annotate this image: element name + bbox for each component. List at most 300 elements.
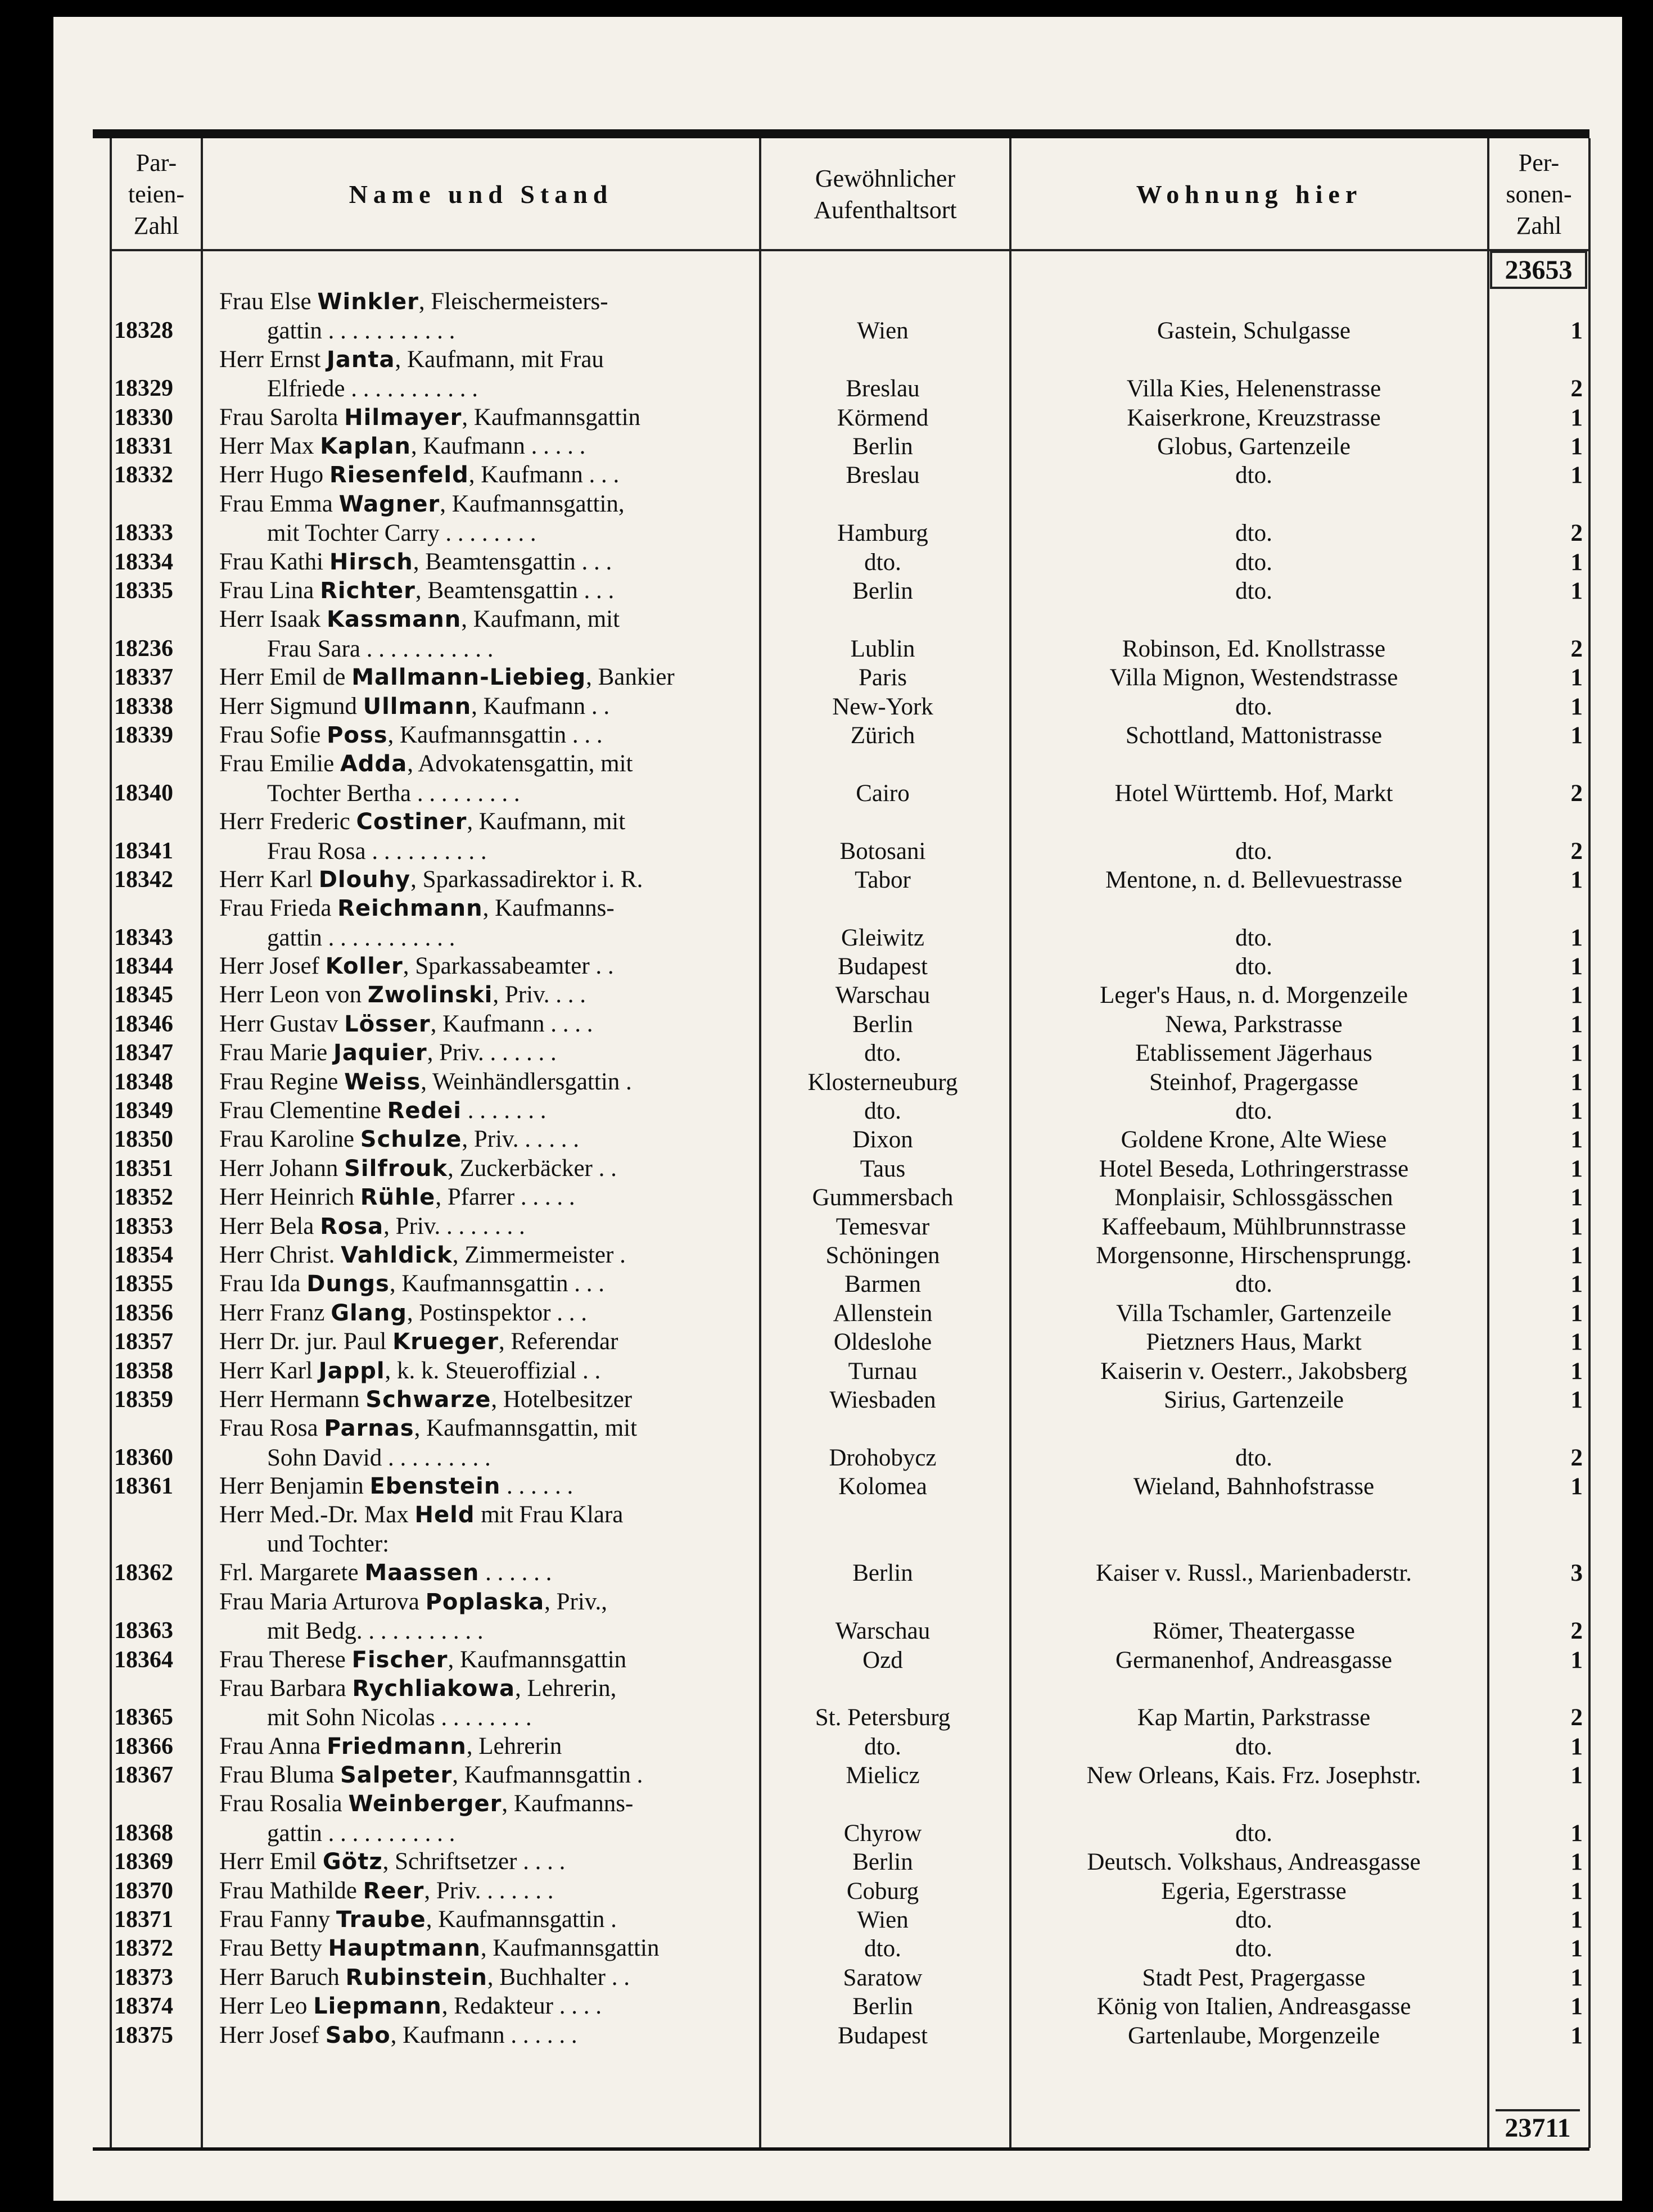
table-row bbox=[110, 1386, 1588, 1414]
surname: Götz bbox=[322, 1849, 383, 1875]
person-count: 2 bbox=[1570, 520, 1583, 547]
person-count: 1 bbox=[1570, 1733, 1583, 1760]
person-count: 1 bbox=[1570, 866, 1583, 893]
name-and-status bbox=[219, 1847, 849, 1876]
surname: Vahldick bbox=[341, 1242, 453, 1268]
surname: Maassen bbox=[364, 1560, 480, 1586]
name-and-status bbox=[219, 1472, 849, 1501]
origin-city: Klosterneuburg bbox=[807, 1069, 958, 1096]
residence: dto. bbox=[1235, 924, 1272, 951]
residence: dto. bbox=[1235, 549, 1272, 576]
table-row bbox=[110, 894, 1588, 952]
name-prefix: Herr Sigmund bbox=[219, 693, 363, 720]
surname: Koller bbox=[325, 953, 403, 980]
person-count: 1 bbox=[1570, 1155, 1583, 1182]
name-line bbox=[219, 1067, 849, 1097]
origin-city: Berlin bbox=[852, 1560, 913, 1587]
party-number: 18334 bbox=[114, 549, 173, 575]
name-line bbox=[219, 692, 849, 721]
origin-city: Hamburg bbox=[837, 520, 928, 547]
origin-city: Budapest bbox=[837, 953, 928, 980]
origin-city: Körmend bbox=[837, 404, 929, 431]
residence: Kaffeebaum, Mühlbrunnstrasse bbox=[1101, 1213, 1406, 1240]
header-persons: Per- sonen- Zahl bbox=[1506, 149, 1572, 239]
residence: dto. bbox=[1235, 1271, 1272, 1298]
name-and-status bbox=[219, 1356, 849, 1386]
column-divider bbox=[1588, 138, 1591, 2148]
name-and-status bbox=[219, 980, 849, 1010]
name-prefix: Herr Gustav bbox=[219, 1010, 345, 1037]
origin-city: Saratow bbox=[843, 1964, 923, 1991]
origin-city: Barmen bbox=[844, 1271, 922, 1298]
person-count: 1 bbox=[1570, 2022, 1583, 2049]
name-suffix: , Kaufmann, mit Frau bbox=[395, 346, 604, 373]
name-prefix: Frau Lina bbox=[219, 577, 320, 604]
residence: Robinson, Ed. Knollstrasse bbox=[1122, 635, 1386, 662]
party-number: 18358 bbox=[114, 1358, 173, 1384]
name-line bbox=[219, 721, 849, 750]
name-and-status bbox=[219, 1761, 849, 1790]
surname: Rubinstein bbox=[345, 1964, 487, 1991]
party-number: 18341 bbox=[114, 838, 173, 864]
person-count: 1 bbox=[1570, 924, 1583, 951]
table-row bbox=[110, 1906, 1588, 1934]
name-and-status bbox=[219, 865, 849, 894]
table-row bbox=[110, 1125, 1588, 1154]
name-continuation: gattin . . . . . . . . . . . bbox=[267, 318, 455, 345]
table-row bbox=[110, 1877, 1588, 1906]
name-and-status bbox=[219, 1241, 849, 1270]
party-number: 18361 bbox=[114, 1473, 173, 1500]
person-count: 1 bbox=[1570, 982, 1583, 1009]
name-suffix: , Beamtensgattin . . . bbox=[413, 548, 612, 575]
origin-city: Mielicz bbox=[846, 1762, 920, 1789]
table-row bbox=[110, 981, 1588, 1010]
person-count: 1 bbox=[1570, 1242, 1583, 1269]
person-count: 3 bbox=[1570, 1560, 1583, 1587]
name-suffix: , Zimmermeister . bbox=[452, 1241, 626, 1268]
name-suffix: , Kaufmanns- bbox=[482, 895, 615, 922]
origin-city: dto. bbox=[864, 1733, 901, 1760]
name-suffix: , Fleischermeisters- bbox=[418, 288, 608, 315]
origin-city: Kolomea bbox=[838, 1473, 927, 1500]
residence: Gastein, Schulgasse bbox=[1157, 318, 1351, 345]
person-count: 1 bbox=[1570, 1386, 1583, 1413]
surname: Lösser bbox=[344, 1011, 431, 1037]
name-prefix: Herr Franz bbox=[219, 1299, 331, 1326]
residence: Villa Kies, Helenenstrasse bbox=[1126, 376, 1381, 402]
surname: Schwarze bbox=[365, 1386, 491, 1413]
name-prefix: Herr Heinrich bbox=[219, 1184, 360, 1211]
person-count: 1 bbox=[1570, 1646, 1583, 1673]
name-prefix: Frau Sofie bbox=[219, 721, 327, 748]
table-row bbox=[110, 432, 1588, 461]
origin-city: Berlin bbox=[852, 1849, 913, 1876]
name-suffix: , Kaufmannsgattin . . . bbox=[389, 1270, 604, 1297]
surname: Zwolinski bbox=[367, 982, 493, 1008]
party-number: 18362 bbox=[114, 1560, 173, 1586]
party-number: 18360 bbox=[114, 1444, 173, 1471]
person-count: 2 bbox=[1570, 1704, 1583, 1731]
party-number: 18236 bbox=[114, 635, 173, 662]
name-and-status bbox=[219, 1732, 849, 1761]
name-and-status bbox=[219, 1414, 849, 1472]
person-count: 2 bbox=[1570, 838, 1583, 865]
name-suffix: , Postinspektor . . . bbox=[407, 1299, 587, 1326]
person-count: 2 bbox=[1570, 635, 1583, 662]
table-row bbox=[110, 1357, 1588, 1386]
person-count: 1 bbox=[1570, 1271, 1583, 1298]
header-origin: Gewöhnlicher Aufenthaltsort bbox=[814, 165, 957, 224]
name-line bbox=[219, 1472, 849, 1501]
origin-city: Coburg bbox=[846, 1878, 919, 1905]
party-number: 18369 bbox=[114, 1849, 173, 1875]
person-count: 1 bbox=[1570, 1907, 1583, 1934]
name-suffix: , Sparkassadirektor i. R. bbox=[410, 866, 643, 893]
person-count: 1 bbox=[1570, 1473, 1583, 1500]
party-number: 18352 bbox=[114, 1184, 173, 1211]
name-suffix: , Redakteur . . . . bbox=[441, 1993, 602, 2020]
origin-city: Turnau bbox=[848, 1358, 918, 1385]
table-row bbox=[110, 1732, 1588, 1761]
name-prefix: Frl. Margarete bbox=[219, 1559, 365, 1586]
name-prefix: Frau Clementine bbox=[219, 1097, 387, 1124]
name-suffix: , Kaufmannsgattin, mit bbox=[414, 1415, 638, 1442]
name-and-status bbox=[219, 403, 849, 432]
name-prefix: Frau Rosa bbox=[219, 1415, 324, 1442]
party-number: 18368 bbox=[114, 1820, 173, 1846]
name-line bbox=[219, 807, 849, 836]
party-number: 18367 bbox=[114, 1762, 173, 1789]
origin-city: Budapest bbox=[837, 2022, 928, 2049]
name-line bbox=[219, 548, 849, 577]
residence: Kaiser v. Russl., Marienbaderstr. bbox=[1095, 1560, 1412, 1587]
residence: Pietzners Haus, Markt bbox=[1146, 1329, 1362, 1356]
person-count: 1 bbox=[1570, 1878, 1583, 1905]
name-and-status bbox=[219, 663, 849, 692]
name-line bbox=[219, 1385, 849, 1414]
person-count: 1 bbox=[1570, 1098, 1583, 1125]
party-number: 18355 bbox=[114, 1271, 173, 1297]
person-count: 2 bbox=[1570, 780, 1583, 807]
person-count: 1 bbox=[1570, 1820, 1583, 1847]
name-prefix: Herr Josef bbox=[219, 953, 326, 980]
name-and-status bbox=[219, 2021, 849, 2050]
name-prefix: Herr Isaak bbox=[219, 606, 327, 633]
residence: Römer, Theatergasse bbox=[1153, 1618, 1355, 1645]
name-line bbox=[219, 490, 849, 519]
surname: Dlouhy bbox=[318, 866, 411, 893]
party-number: 18351 bbox=[114, 1155, 173, 1182]
origin-city: Breslau bbox=[846, 462, 920, 489]
surname: Ullmann bbox=[363, 693, 472, 720]
party-number: 18339 bbox=[114, 722, 173, 748]
name-suffix: , Kaufmann, mit bbox=[461, 606, 620, 633]
residence: dto. bbox=[1235, 520, 1272, 547]
name-continuation: mit Sohn Nicolas . . . . . . . . bbox=[267, 1704, 532, 1731]
name-suffix: , Kaufmannsgattin . bbox=[452, 1762, 643, 1789]
surname: Held bbox=[414, 1501, 475, 1528]
origin-city: dto. bbox=[864, 1098, 901, 1125]
residence: dto. bbox=[1235, 838, 1272, 865]
name-prefix: Herr Christ. bbox=[219, 1241, 341, 1268]
name-suffix: , Schriftsetzer . . . . bbox=[382, 1848, 566, 1875]
name-line bbox=[219, 1327, 849, 1356]
party-number: 18344 bbox=[114, 953, 173, 980]
name-line bbox=[219, 432, 849, 461]
name-suffix: , Lehrerin bbox=[466, 1732, 562, 1759]
surname: Glang bbox=[331, 1300, 407, 1326]
residence: dto. bbox=[1235, 462, 1272, 489]
party-number: 18338 bbox=[114, 693, 173, 720]
origin-city: Dixon bbox=[852, 1127, 913, 1154]
name-line bbox=[219, 2021, 849, 2050]
bottom-rule bbox=[93, 2147, 1589, 2151]
name-line bbox=[219, 1587, 849, 1617]
name-line bbox=[219, 1732, 849, 1761]
name-suffix: , Buchhalter . . bbox=[487, 1964, 630, 1991]
party-number: 18329 bbox=[114, 376, 173, 402]
name-prefix: Herr Benjamin bbox=[219, 1473, 370, 1500]
name-and-status bbox=[219, 1096, 849, 1125]
party-number: 18353 bbox=[114, 1213, 173, 1240]
person-count: 1 bbox=[1570, 1993, 1583, 2020]
surname: Kassmann bbox=[327, 607, 462, 633]
name-prefix: Frau Emma bbox=[219, 490, 339, 517]
header-rule bbox=[110, 249, 1588, 251]
surname: Hilmayer bbox=[344, 404, 462, 431]
origin-city: Oldeslohe bbox=[833, 1329, 932, 1356]
name-prefix: Frau Rosalia bbox=[219, 1790, 349, 1817]
origin-city: Berlin bbox=[852, 433, 913, 460]
name-prefix: Frau Else bbox=[219, 288, 318, 315]
name-suffix: , Kaufmannsgattin bbox=[480, 1935, 660, 1962]
residence: dto. bbox=[1235, 577, 1272, 604]
table-row bbox=[110, 1964, 1588, 1992]
name-prefix: Frau Marie bbox=[219, 1039, 333, 1066]
surname: Adda bbox=[340, 751, 408, 777]
residence: Egeria, Egerstrasse bbox=[1161, 1878, 1347, 1905]
residence: Kaiserkrone, Kreuzstrasse bbox=[1127, 404, 1381, 431]
name-suffix: , Kaufmannsgattin . bbox=[426, 1906, 617, 1933]
name-and-status bbox=[219, 1154, 849, 1183]
name-and-status bbox=[219, 1789, 849, 1848]
surname: Redei bbox=[387, 1098, 462, 1124]
name-line bbox=[219, 1241, 849, 1270]
surname: Poplaska bbox=[425, 1589, 545, 1615]
name-and-status bbox=[219, 894, 849, 952]
name-suffix: , Weinhändlersgattin . bbox=[421, 1068, 632, 1095]
residence: König von Italien, Andreasgasse bbox=[1096, 1993, 1411, 2020]
name-suffix: , Beamtensgattin . . . bbox=[415, 577, 615, 604]
name-continuation: Elfriede . . . . . . . . . . . bbox=[267, 376, 478, 402]
name-continuation: gattin . . . . . . . . . . . bbox=[267, 924, 455, 951]
name-continuation: und Tochter: bbox=[267, 1530, 390, 1557]
party-number: 18346 bbox=[114, 1011, 173, 1037]
table-row bbox=[110, 1183, 1588, 1212]
residence: dto. bbox=[1235, 1935, 1272, 1962]
name-and-status bbox=[219, 807, 849, 866]
residence: Hotel Beseda, Lothringerstrasse bbox=[1099, 1155, 1409, 1182]
name-prefix: Herr Johann bbox=[219, 1155, 345, 1182]
party-number: 18331 bbox=[114, 433, 173, 459]
person-count: 1 bbox=[1570, 1011, 1583, 1038]
person-count: 1 bbox=[1570, 549, 1583, 576]
party-number: 18333 bbox=[114, 520, 173, 546]
origin-city: Chyrow bbox=[843, 1820, 922, 1847]
party-number: 18373 bbox=[114, 1964, 173, 1991]
name-suffix: , Kaufmanns- bbox=[502, 1790, 634, 1817]
name-line bbox=[219, 1847, 849, 1876]
residence: dto. bbox=[1235, 1733, 1272, 1760]
name-suffix: , k. k. Steueroffizial . . bbox=[385, 1357, 601, 1384]
name-suffix: , Priv., bbox=[544, 1588, 608, 1615]
surname: Ebenstein bbox=[369, 1473, 501, 1500]
party-number: 18343 bbox=[114, 924, 173, 951]
table-row bbox=[110, 490, 1588, 548]
name-and-status bbox=[219, 1876, 849, 1906]
name-continuation: Frau Sara . . . . . . . . . . . bbox=[267, 635, 494, 662]
top-rule bbox=[93, 129, 1589, 138]
residence: Villa Tschamler, Gartenzeile bbox=[1116, 1300, 1392, 1327]
residence: Morgensonne, Hirschensprungg. bbox=[1096, 1242, 1412, 1269]
name-suffix: , Priv. . . . . . . . bbox=[383, 1213, 525, 1240]
name-line bbox=[219, 1761, 849, 1790]
name-suffix: , Priv. . . . bbox=[493, 981, 586, 1008]
header-residence: Wohnung hier bbox=[1136, 180, 1363, 209]
residence: Steinhof, Pragergasse bbox=[1149, 1069, 1358, 1096]
table-row bbox=[110, 1213, 1588, 1241]
carried-over-total: 23653 bbox=[1490, 251, 1587, 289]
surname: Poss bbox=[327, 722, 388, 748]
name-suffix: , Kaufmann . . . . . bbox=[410, 432, 586, 459]
name-and-status bbox=[219, 490, 849, 548]
name-line bbox=[219, 1010, 849, 1039]
origin-city: Berlin bbox=[852, 1993, 913, 2020]
surname: Riesenfeld bbox=[329, 462, 469, 488]
name-prefix: Herr Frederic bbox=[219, 808, 356, 835]
origin-city: St. Petersburg bbox=[815, 1704, 951, 1731]
table-row bbox=[110, 1675, 1588, 1732]
party-number: 18357 bbox=[114, 1329, 173, 1355]
name-suffix: , Kaufmann . . . bbox=[468, 462, 620, 488]
name-and-status bbox=[219, 1992, 849, 2021]
name-line bbox=[219, 952, 849, 981]
name-suffix: . . . . . . bbox=[479, 1559, 552, 1586]
surname: Winkler bbox=[317, 288, 419, 315]
party-number: 18371 bbox=[114, 1907, 173, 1933]
origin-city: dto. bbox=[864, 1935, 901, 1962]
name-continuation: mit Tochter Carry . . . . . . . . bbox=[267, 520, 536, 547]
person-count: 2 bbox=[1570, 376, 1583, 402]
surname: Parnas bbox=[324, 1415, 414, 1442]
name-and-status bbox=[219, 605, 849, 663]
residence: dto. bbox=[1235, 693, 1272, 720]
table-row bbox=[110, 1414, 1588, 1472]
origin-city: Gummersbach bbox=[812, 1184, 954, 1211]
sum-total: 23711 bbox=[1496, 2109, 1580, 2144]
name-and-status bbox=[219, 1125, 849, 1154]
person-count: 1 bbox=[1570, 664, 1583, 691]
surname: Liepmann bbox=[313, 1993, 442, 2020]
residence: Wieland, Bahnhofstrasse bbox=[1133, 1473, 1375, 1500]
name-line bbox=[219, 605, 849, 634]
party-number: 18370 bbox=[114, 1878, 173, 1904]
name-line bbox=[219, 1125, 849, 1154]
origin-city: Botosani bbox=[839, 838, 926, 865]
party-number: 18349 bbox=[114, 1098, 173, 1124]
name-prefix: Frau Therese bbox=[219, 1646, 352, 1673]
party-number: 18365 bbox=[114, 1704, 173, 1731]
table-row bbox=[110, 808, 1588, 866]
surname: Krueger bbox=[392, 1329, 499, 1355]
table-row bbox=[110, 1328, 1588, 1356]
name-and-status bbox=[219, 287, 849, 346]
name-suffix: , Priv. . . . . . . bbox=[424, 1877, 554, 1904]
person-count: 2 bbox=[1570, 1444, 1583, 1471]
header-name: Name und Stand bbox=[349, 180, 613, 209]
party-number: 18364 bbox=[114, 1646, 173, 1673]
party-number: 18366 bbox=[114, 1733, 173, 1759]
origin-city: Paris bbox=[859, 664, 907, 691]
name-prefix: Herr Hugo bbox=[219, 462, 329, 488]
origin-city: Lublin bbox=[850, 635, 915, 662]
surname: Rosa bbox=[320, 1213, 384, 1240]
surname: Hirsch bbox=[329, 549, 413, 575]
name-prefix: Frau Regine bbox=[219, 1068, 345, 1095]
table-row bbox=[110, 288, 1588, 346]
name-prefix: Frau Sarolta bbox=[219, 404, 345, 431]
surname: Traube bbox=[336, 1907, 426, 1933]
name-line bbox=[219, 1212, 849, 1241]
residence: dto. bbox=[1235, 1907, 1272, 1934]
name-and-status bbox=[219, 1212, 849, 1241]
name-and-status bbox=[219, 548, 849, 577]
name-and-status bbox=[219, 952, 849, 981]
person-count: 1 bbox=[1570, 1300, 1583, 1327]
name-and-status bbox=[219, 692, 849, 721]
name-suffix: , Bankier bbox=[586, 664, 675, 691]
residence: Kaiserin v. Oesterr., Jakobsberg bbox=[1100, 1358, 1407, 1385]
surname: Rühle bbox=[360, 1184, 436, 1211]
party-number: 18332 bbox=[114, 462, 173, 488]
name-prefix: Frau Kathi bbox=[219, 548, 329, 575]
name-prefix: Herr Med.-Dr. Max bbox=[219, 1501, 415, 1528]
party-number: 18359 bbox=[114, 1386, 173, 1413]
name-suffix: , Kaufmann . . . . bbox=[430, 1010, 593, 1037]
origin-city: New-York bbox=[832, 693, 933, 720]
name-and-status bbox=[219, 1038, 849, 1067]
name-and-status bbox=[219, 749, 849, 808]
residence: Kap Martin, Parkstrasse bbox=[1137, 1704, 1371, 1731]
table-row bbox=[110, 1241, 1588, 1270]
name-line bbox=[219, 1992, 849, 2021]
name-line bbox=[219, 1414, 849, 1443]
name-prefix: Herr Ernst bbox=[219, 346, 327, 373]
residence: Monplaisir, Schlossgässchen bbox=[1114, 1184, 1393, 1211]
person-count: 1 bbox=[1570, 433, 1583, 460]
origin-city: Berlin bbox=[852, 1011, 913, 1038]
name-line bbox=[219, 1674, 849, 1703]
name-suffix: mit Frau Klara bbox=[475, 1501, 624, 1528]
name-prefix: Frau Barbara bbox=[219, 1675, 353, 1702]
name-line bbox=[219, 980, 849, 1010]
name-suffix: , Kaufmannsgattin, bbox=[440, 490, 625, 517]
name-suffix: , Referendar bbox=[498, 1328, 618, 1355]
name-suffix: . . . . . . . bbox=[461, 1097, 547, 1124]
surname: Weiss bbox=[344, 1069, 421, 1095]
origin-city: Wien bbox=[857, 1907, 909, 1934]
